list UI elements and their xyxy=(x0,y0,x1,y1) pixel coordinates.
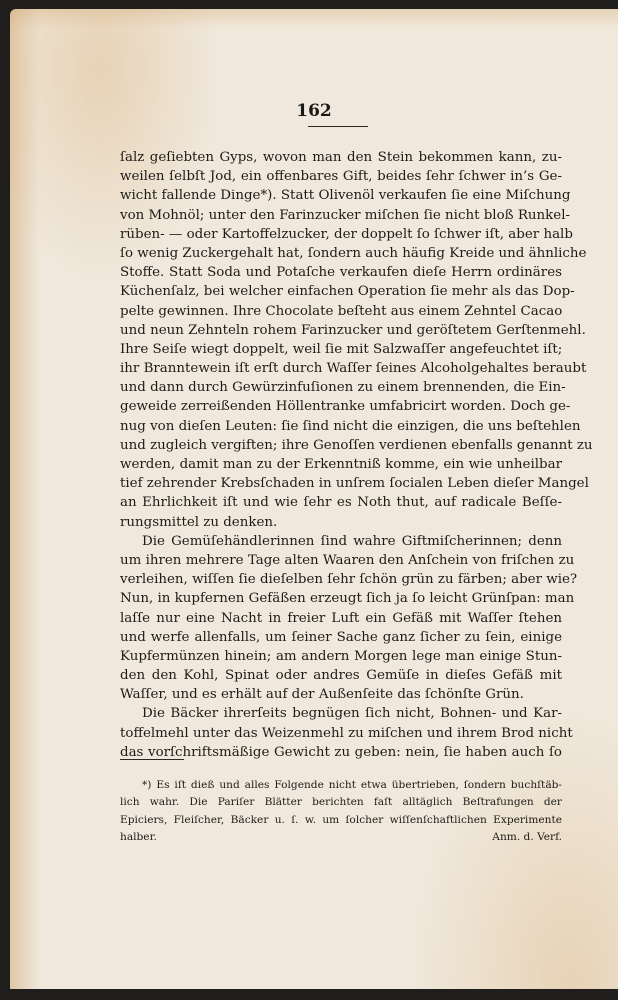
paragraph-2 xyxy=(120,532,578,705)
text-line: an Ehrlichkeit iſt und wie ſehr es Noth thut, auf radicale Beſſe- xyxy=(120,495,562,511)
text-line: von Mohnöl; unter den Farinzucker miſchen ſie nicht bloß Runkel- xyxy=(120,207,571,223)
text-line: ihr Branntewein iſt erſt durch Waſſer ſeines Alcoholgehaltes beraubt xyxy=(120,361,587,377)
footnote xyxy=(120,777,562,846)
footnote-lines xyxy=(120,777,562,829)
text-line: Nun, in kupfernen Gefäßen erzeugt ſich ja ſo leicht Grünſpan: man xyxy=(120,591,575,607)
text-line: Die Bäcker ihrerſeits begnügen ſich nicht, Bohnen- und Kar- xyxy=(142,706,562,722)
text-line: wicht fallende Dinge*). Statt Olivenöl verkaufen ſie eine Miſchung xyxy=(120,188,571,204)
footnote-attribution: Anm. d. Verf. xyxy=(492,830,562,843)
text-line: Die Gemüſehändlerinnen ſind wahre Giftmiſcherinnen; denn xyxy=(142,533,562,549)
text-line: Küchenſalz, bei welcher einfachen Operation ſie mehr als das Dop- xyxy=(120,284,575,300)
text-line: und zugleich vergiften; ihre Genoſſen verdienen ebenfalls genannt zu xyxy=(120,437,593,453)
text-line: Waſſer, und es erhält auf der Außenſeite das ſchönſte Grün. xyxy=(120,687,524,703)
footnote-rule xyxy=(120,759,184,760)
text-line: pelte gewinnen. Ihre Chocolate beſteht aus einem Zehntel Cacao xyxy=(120,303,563,319)
text-line: weilen ſelbſt Jod, ein offenbares Gift, beides ſehr ſchwer in’s Ge- xyxy=(120,169,562,185)
text-line: werden, damit man zu der Erkenntniß komme, ein wie unheilbar xyxy=(120,457,562,472)
footnote-last-word: halber. xyxy=(120,830,157,843)
footnote-line: Epiciers, Fleiſcher, Bäcker u. ſ. w. um ſolcher wiſſenſchaftlichen Experimente xyxy=(120,813,562,826)
footnote-line: *) Es iſt dieß und alles Folgende nicht etwa übertrieben, ſondern buchſtäb- xyxy=(142,779,562,791)
text-line: Kupfermünzen hinein; am andern Morgen lege man einige Stun- xyxy=(120,648,562,664)
body-text xyxy=(120,148,593,762)
text-line: nug von dieſen Leuten: ſie ſind nicht die einzigen, die uns beſtehlen xyxy=(120,418,581,434)
footnote-last-line xyxy=(120,829,562,846)
page-number-rule xyxy=(308,126,368,127)
text-line: geweide zerreißenden Höllentranke umfabricirt worden. Doch ge- xyxy=(120,399,571,415)
text-line: Ihre Seiſe wiegt doppelt, weil ſie mit Salzwaſſer angefeuchtet iſt; xyxy=(120,341,563,357)
text-line: toffelmehl unter das Weizenmehl zu miſchen und ihrem Brod nicht xyxy=(120,725,573,741)
text-line: den den Kohl, Spinat oder andres Gemüſe in dieſes Gefäß mit xyxy=(120,668,562,684)
text-line: rüben- — oder Kartoffelzucker, der doppelt ſo ſchwer iſt, aber halb xyxy=(120,226,573,242)
text-line: ſalz geſiebten Gyps, wovon man den Stein bekommen kann, zu- xyxy=(120,150,562,165)
text-line: ſo wenig Zuckergehalt hat, ſondern auch häufig Kreide und ähnliche xyxy=(120,245,587,261)
text-line: Stoffe. Statt Soda und Potaſche verkaufen dieſe Herrn ordinäres xyxy=(120,265,562,281)
paragraph-1 xyxy=(120,148,593,532)
paragraph-3 xyxy=(120,704,573,762)
book-page xyxy=(10,9,618,989)
text-line: und neun Zehnteln rohem Farinzucker und geröſtetem Gerſtenmehl. xyxy=(120,322,586,338)
page-number: 162 xyxy=(296,101,332,121)
footnote-line: lich wahr. Die Pariſer Blätter berichten faſt alltäglich Beſtrafungen der xyxy=(120,796,562,809)
text-line: rungsmittel zu denken. xyxy=(120,514,278,530)
text-line: das vorſchriftsmäßige Gewicht zu geben: nein, ſie haben auch ſo xyxy=(120,744,562,760)
text-line: und werfe allenfalls, um ſeiner Sache ganz ſicher zu ſein, einige xyxy=(120,629,562,645)
text-line: laſſe nur eine Nacht in freier Luft ein Gefäß mit Waſſer ſtehen xyxy=(120,610,562,626)
text-line: tief zehrender Krebsſchaden in unſrem ſocialen Leben dieſer Mangel xyxy=(120,476,589,492)
text-line: verleihen, wiſſen ſie dieſelben ſehr ſchön grün zu färben; aber wie? xyxy=(120,572,578,588)
text-line: um ihren mehrere Tage alten Waaren den Anſchein von friſchen zu xyxy=(120,552,575,568)
text-line: und dann durch Gewürzinfuſionen zu einem brennenden, die Ein- xyxy=(120,380,566,396)
